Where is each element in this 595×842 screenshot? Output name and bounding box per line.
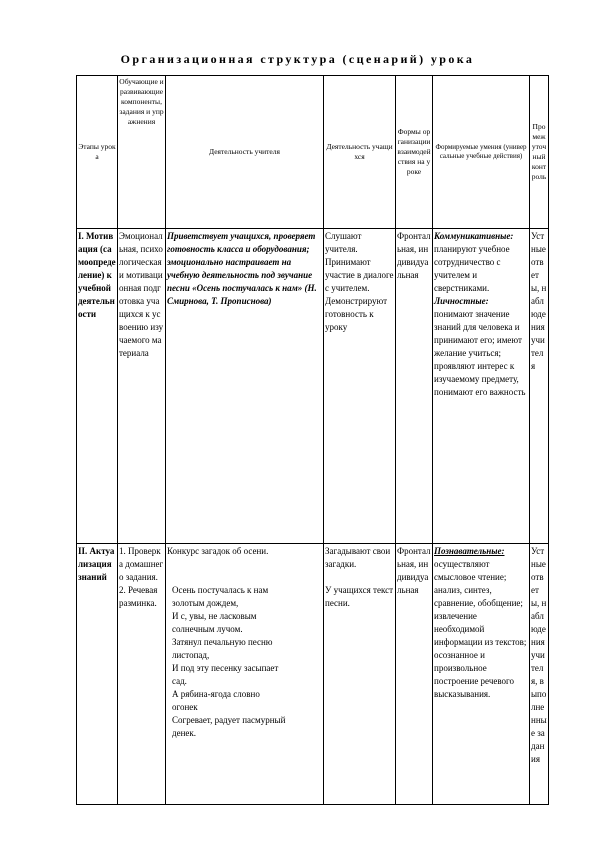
skills-label-personal: Личностные: (434, 296, 489, 306)
components-cell: Эмоциональная, психологическая и мотивационная подготовка учащихся к усвоению изучаемого материала (118, 229, 166, 544)
skills-text-personal: понимают значение знаний для человека и принимают его; имеют желание учиться; проявляют интерес к изучаемому предмету, понимают его важность (434, 309, 526, 397)
interaction-forms-cell: Фронтальная, индивидуальная (396, 229, 433, 544)
skills-cell (433, 544, 530, 805)
lyrics-line: солнечным лучом. (172, 624, 243, 634)
page-title: Организационная структура (сценарий) урока (120, 52, 475, 66)
control-cell: Устные ответы, наблюдения учителя (530, 229, 549, 544)
skills-text-communicative: планируют учебное сотрудничество с учителем и сверстниками. (434, 244, 510, 293)
lyrics-line: Согревает, радует пасмурный (172, 715, 286, 725)
lyrics-line: Осень постучалась к нам (172, 585, 269, 595)
riddle-contest-text: Конкурс загадок об осени. (167, 546, 269, 556)
interaction-forms-cell: Фронтальная, индивидуальная (396, 544, 433, 805)
lesson-structure-table (76, 75, 549, 805)
table-header-row (77, 76, 549, 229)
header-stages: Этапы урока (77, 76, 118, 229)
stage-cell: I. Мотивация (самоопределение) к учебной деятельности (77, 229, 118, 544)
component-speech-warmup: 2. Речевая разминка. (119, 585, 158, 608)
student-activity-cell: Слушают учителя. Принимают участие в диалоге с учителем. Демонстрируют готовность к уроку (324, 229, 396, 544)
teacher-activity-cell (166, 544, 324, 805)
control-cell: Устные ответы, наблюдения учителя, выполненные задания (530, 544, 549, 805)
lyrics-line: огонек (172, 702, 198, 712)
header-teacher-activity: Деятельность учителя (166, 76, 324, 229)
students-song-text: У учащихся текст песни. (325, 585, 394, 608)
lyrics-line: денек. (172, 728, 197, 738)
skills-label-communicative: Коммуникативные: (434, 231, 514, 241)
component-homework-check: 1. Проверка домашнего задания. (119, 546, 164, 582)
lyrics-line: листопад, (172, 650, 210, 660)
lyrics-line: И с, увы, не ласковым (172, 611, 257, 621)
header-student-activity: Деятельность учащихся (324, 76, 396, 229)
components-cell (118, 544, 166, 805)
header-control: Промежуточный контроль (530, 76, 549, 229)
song-lyrics (167, 584, 322, 740)
skills-text-cognitive: осуществляют смысловое чтение; анализ, синтез, сравнение, обобщение; извлечение необходимой информации из текстов; осознанное и произвольное построение речевого высказывания. (434, 559, 527, 699)
header-skills: Формируемые умения (универсальные учебные действия) (433, 76, 530, 229)
lyrics-line: золотым дождем, (172, 598, 239, 608)
table-row (77, 544, 549, 805)
skills-cell (433, 229, 530, 544)
lyrics-line: Затянул печальную песню (172, 637, 273, 647)
stage-cell: II. Актуализация знаний (77, 544, 118, 805)
students-riddles-text: Загадывают свои загадки. (325, 546, 391, 569)
header-interaction-forms: Формы организации взаимодействия на уроке (396, 76, 433, 229)
lyrics-line: И под эту песенку засыпает (172, 663, 279, 673)
lyrics-line: сад. (172, 676, 187, 686)
student-activity-cell (324, 544, 396, 805)
teacher-activity-cell: Приветствует учащихся, проверяет готовность класса и оборудования; эмоционально настраивает на учебную деятельность под звучание песни «Осень постучалась к нам» (Н. Смирнова, Т. Прописнова) (166, 229, 324, 544)
skills-label-cognitive: Познавательные: (434, 546, 505, 556)
table-row (77, 229, 549, 544)
lyrics-line: А рябина-ягода словно (172, 689, 260, 699)
header-components: Обучающие и развивающие компоненты, задания и упражнения (118, 76, 166, 229)
